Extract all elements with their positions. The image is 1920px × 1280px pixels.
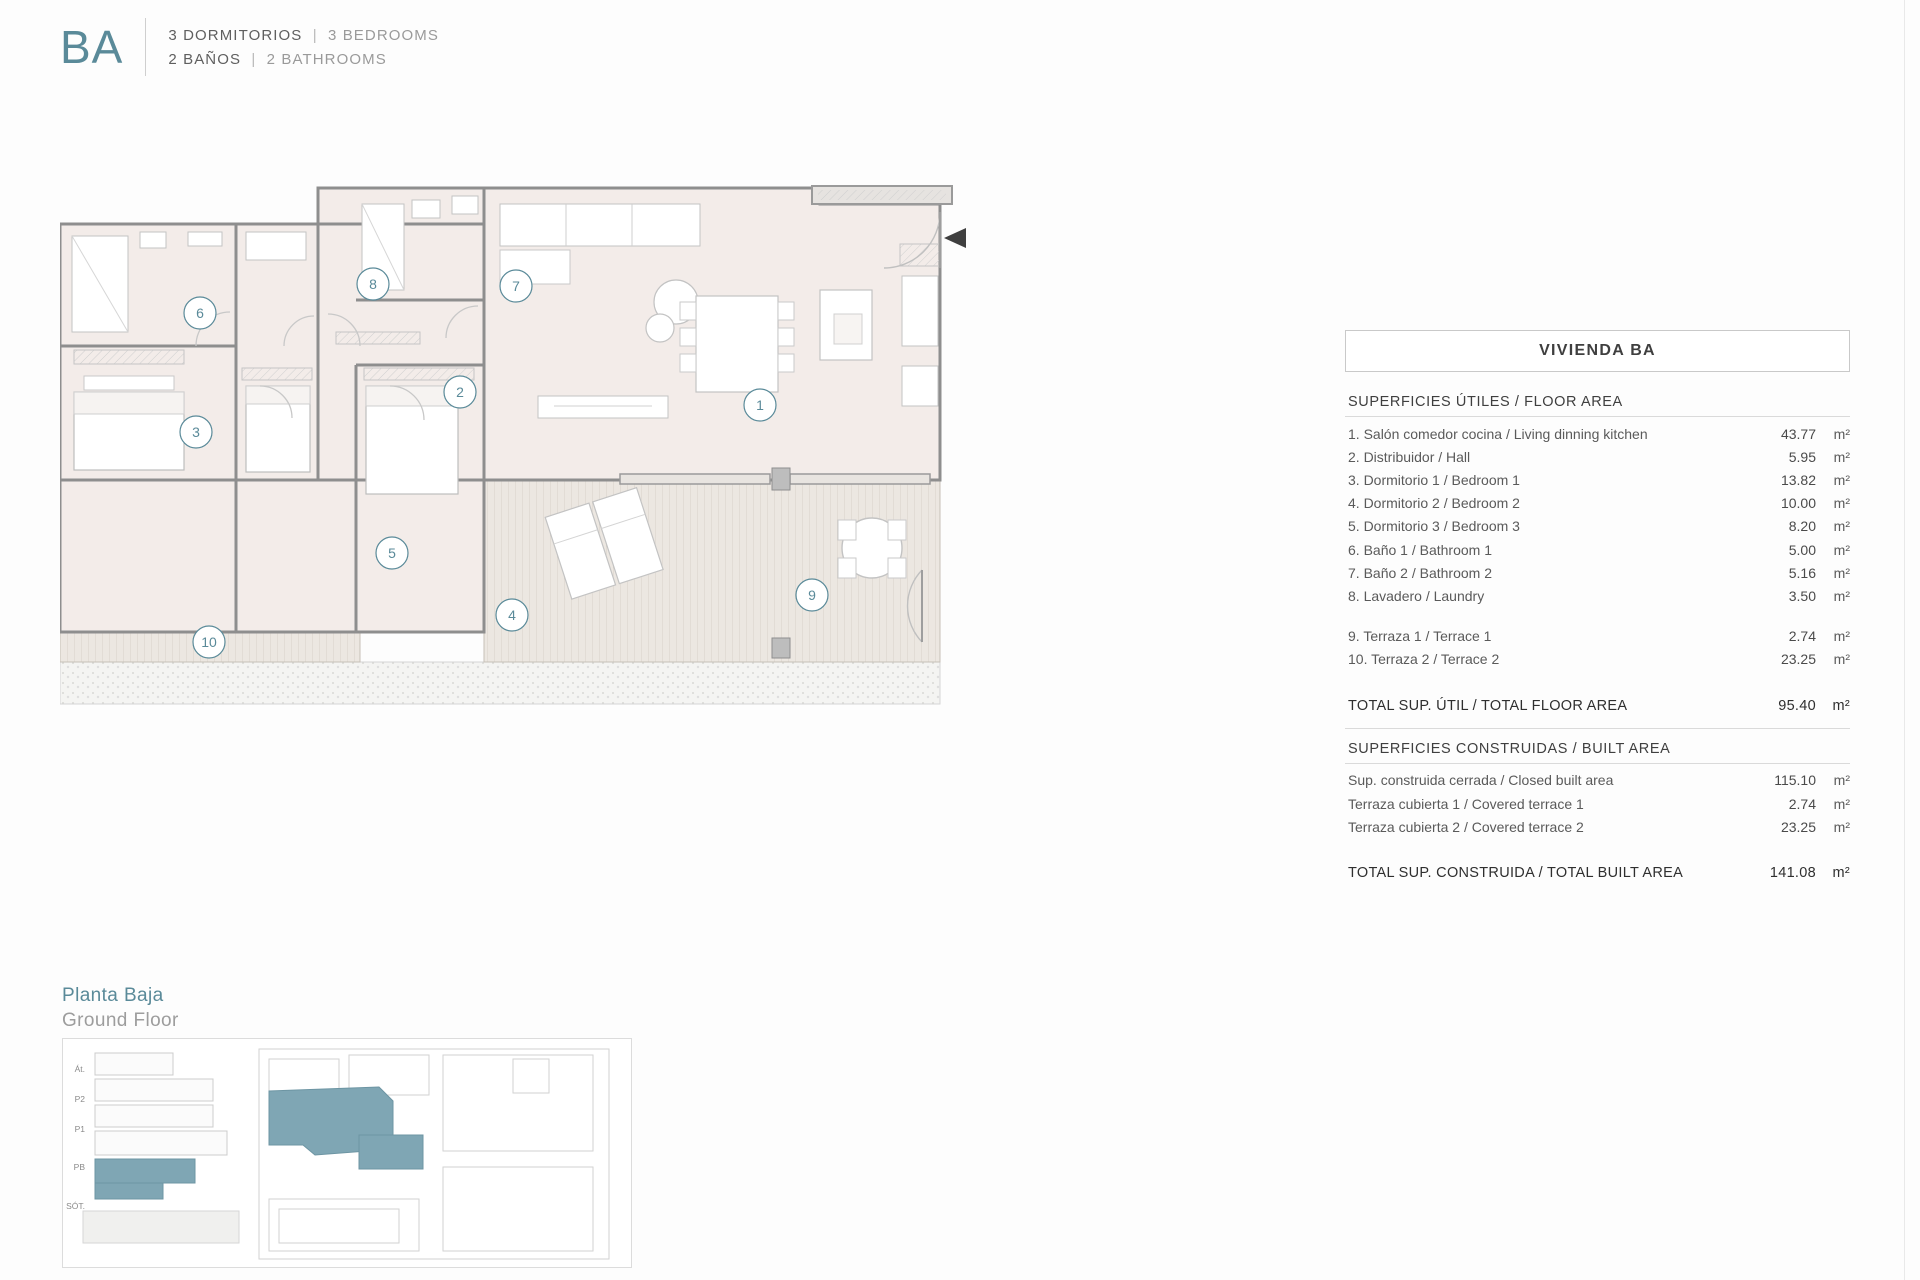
bathrooms-en: 2 BATHROOMS xyxy=(266,50,387,68)
room-name: 6. Baño 1 / Bathroom 1 xyxy=(1348,541,1492,558)
specification-panel xyxy=(1345,330,1850,891)
marker-label-5: 5 xyxy=(388,545,396,561)
total-built-area-value: 141.08 xyxy=(1769,865,1816,882)
bed-bedroom-1 xyxy=(74,376,184,470)
built-value: 115.10 xyxy=(1774,772,1816,789)
header-divider xyxy=(145,18,146,76)
terrace-name: 9. Terraza 1 / Terrace 1 xyxy=(1348,628,1492,645)
room-name: 8. Lavadero / Laundry xyxy=(1348,587,1485,604)
marker-label-1: 1 xyxy=(756,397,764,413)
built-name: Terraza cubierta 1 / Covered terrace 1 xyxy=(1348,795,1584,812)
level-label-p1: P1 xyxy=(74,1124,85,1134)
room-marker-5 xyxy=(376,537,408,569)
table-row xyxy=(1345,561,1850,584)
room-marker-8 xyxy=(357,268,389,300)
room-unit: m² xyxy=(1833,518,1850,535)
room-marker-7 xyxy=(500,270,532,302)
key-plan xyxy=(62,1038,632,1268)
terrace-value: 23.25 xyxy=(1780,651,1816,668)
room-unit: m² xyxy=(1833,425,1850,442)
table-row xyxy=(1345,625,1850,648)
level-label-at: Át. xyxy=(74,1064,85,1074)
page-edge xyxy=(1904,0,1905,1280)
spec-title: VIVIENDA BA xyxy=(1539,342,1656,359)
room-value: 3.50 xyxy=(1788,587,1816,604)
room-name: 5. Dormitorio 3 / Bedroom 3 xyxy=(1348,518,1520,535)
room-name: 1. Salón comedor cocina / Living dinning kitchen xyxy=(1348,425,1648,442)
total-built-area-label: TOTAL SUP. CONSTRUIDA / TOTAL BUILT AREA xyxy=(1348,865,1684,882)
table-row xyxy=(1345,468,1850,491)
header-lines xyxy=(168,27,439,68)
site-plan-outline xyxy=(259,1049,609,1259)
divider xyxy=(1345,728,1850,729)
room-value: 5.95 xyxy=(1788,448,1816,465)
table-row xyxy=(1345,584,1850,607)
balcony-rail xyxy=(818,190,946,200)
room-marker-4 xyxy=(496,599,528,631)
spacer xyxy=(1345,838,1850,855)
marker-label-9: 9 xyxy=(808,587,816,603)
room-unit: m² xyxy=(1833,541,1850,558)
marker-label-2: 2 xyxy=(456,384,464,400)
total-built-area-row xyxy=(1345,855,1850,891)
marker-label-8: 8 xyxy=(369,276,377,292)
section-head-built-area: SUPERFICIES CONSTRUIDAS / BUILT AREA xyxy=(1345,735,1850,764)
built-name: Sup. construida cerrada / Closed built area xyxy=(1348,772,1614,789)
site-plan-highlight xyxy=(269,1087,423,1169)
bathrooms-line xyxy=(168,51,439,68)
room-name: 3. Dormitorio 1 / Bedroom 1 xyxy=(1348,471,1520,488)
bedrooms-es: 3 DORMITORIOS xyxy=(168,26,303,44)
room-value: 10.00 xyxy=(1780,495,1816,512)
marker-label-7: 7 xyxy=(512,278,520,294)
room-name: 7. Baño 2 / Bathroom 2 xyxy=(1348,564,1492,581)
header xyxy=(60,18,439,76)
section-levels xyxy=(83,1053,239,1243)
floor-indicator-title xyxy=(62,985,179,1032)
total-floor-area-label: TOTAL SUP. ÚTIL / TOTAL FLOOR AREA xyxy=(1348,697,1628,714)
total-floor-area-row xyxy=(1345,688,1850,724)
table-row xyxy=(1345,515,1850,538)
table-row xyxy=(1345,422,1850,445)
room-marker-2 xyxy=(444,376,476,408)
built-unit: m² xyxy=(1833,818,1850,835)
header-sep-2: | xyxy=(251,50,257,68)
terrace-value: 2.74 xyxy=(1788,628,1816,645)
room-marker-10 xyxy=(193,626,225,658)
key-plan-svg xyxy=(63,1039,631,1267)
armchair-group xyxy=(820,290,872,360)
room-name: 2. Distribuidor / Hall xyxy=(1348,448,1471,465)
total-floor-area-unit: m² xyxy=(1832,697,1850,714)
room-value: 43.77 xyxy=(1780,425,1816,442)
built-unit: m² xyxy=(1833,795,1850,812)
room-unit: m² xyxy=(1833,587,1850,604)
room-marker-3 xyxy=(180,416,212,448)
table-row xyxy=(1345,492,1850,515)
bed-bedroom-3 xyxy=(246,386,310,472)
room-value: 13.82 xyxy=(1780,471,1816,488)
bedrooms-en: 3 BEDROOMS xyxy=(327,26,440,44)
bedrooms-line xyxy=(168,27,439,44)
plan-svg xyxy=(60,180,1150,810)
garden-strip xyxy=(60,662,940,704)
room-unit: m² xyxy=(1833,448,1850,465)
room-value: 5.16 xyxy=(1788,564,1816,581)
built-unit: m² xyxy=(1833,772,1850,789)
built-value: 2.74 xyxy=(1788,795,1816,812)
marker-label-10: 10 xyxy=(201,634,217,650)
table-row xyxy=(1345,538,1850,561)
table-row xyxy=(1345,648,1850,671)
table-row xyxy=(1345,792,1850,815)
dining-table xyxy=(680,296,794,392)
level-label-p2: P2 xyxy=(74,1094,85,1104)
terrace-unit: m² xyxy=(1833,628,1850,645)
laundry-fixtures xyxy=(246,232,306,260)
table-row xyxy=(1345,769,1850,792)
room-marker-6 xyxy=(184,297,216,329)
table-row xyxy=(1345,815,1850,838)
room-value: 5.00 xyxy=(1788,541,1816,558)
header-sep-1: | xyxy=(312,26,318,44)
terrace-name: 10. Terraza 2 / Terrace 2 xyxy=(1348,651,1500,668)
bed-bedroom-2 xyxy=(366,386,458,494)
floor-plan-drawing xyxy=(60,180,1150,810)
terrace-unit: m² xyxy=(1833,651,1850,668)
spec-title-box xyxy=(1345,330,1850,372)
terrace-table xyxy=(838,518,906,578)
room-unit: m² xyxy=(1833,495,1850,512)
room-marker-1 xyxy=(744,389,776,421)
spacer xyxy=(1345,608,1850,625)
marker-label-3: 3 xyxy=(192,424,200,440)
table-row xyxy=(1345,445,1850,468)
level-label-pb: PB xyxy=(73,1162,85,1172)
marker-label-4: 4 xyxy=(508,607,516,623)
room-value: 8.20 xyxy=(1788,518,1816,535)
built-value: 23.25 xyxy=(1780,818,1816,835)
marker-label-6: 6 xyxy=(196,305,204,321)
total-built-area-unit: m² xyxy=(1832,865,1850,882)
room-unit: m² xyxy=(1833,471,1850,488)
entrance-arrow-icon xyxy=(944,228,966,248)
floor-title-es: Planta Baja xyxy=(62,985,164,1006)
level-labels xyxy=(66,1064,85,1211)
room-name: 4. Dormitorio 2 / Bedroom 2 xyxy=(1348,495,1520,512)
floor-title-en: Ground Floor xyxy=(62,1010,179,1031)
section-head-floor-area: SUPERFICIES ÚTILES / FLOOR AREA xyxy=(1345,388,1850,417)
bathrooms-es: 2 BAÑOS xyxy=(168,50,242,68)
total-floor-area-value: 95.40 xyxy=(1778,697,1816,714)
unit-code: BA xyxy=(60,21,124,73)
spacer xyxy=(1345,671,1850,688)
room-unit: m² xyxy=(1833,564,1850,581)
built-name: Terraza cubierta 2 / Covered terrace 2 xyxy=(1348,818,1584,835)
level-label-sot: SÓT. xyxy=(66,1201,85,1211)
room-marker-9 xyxy=(796,579,828,611)
section-highlight xyxy=(95,1159,195,1199)
